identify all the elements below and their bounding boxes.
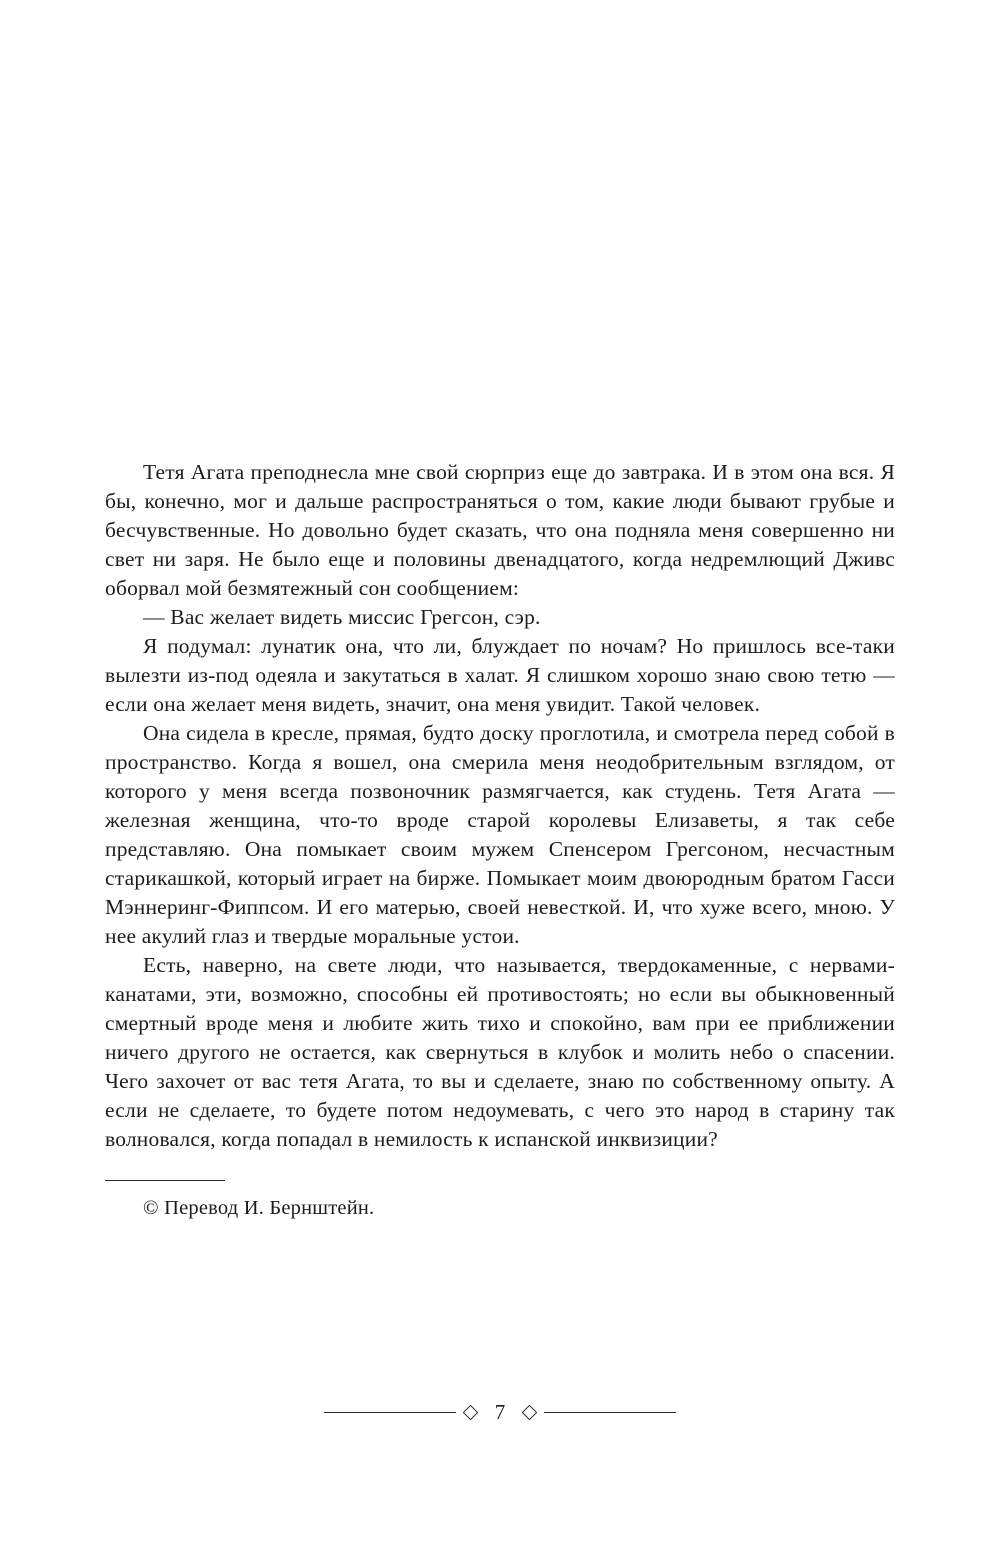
paragraph: Тетя Агата преподнесла мне свой сюрприз еще до завтрака. И в этом она вся. Я бы, конечно, мог и дальше распространяться о том, какие люди бывают грубые и бесчувственные. Но довольно будет сказать, что она подняла меня совершенно ни свет ни заря. Не было еще и половины двенадцатого, когда недремлющий Дживс оборвал мой безмятежный сон сообщением: (105, 460, 895, 600)
paragraph: Она сидела в кресле, прямая, будто доску проглотила, и смотрела перед собой в пространство. Когда я вошел, она смерила меня неодобрительным взглядом, от которого у меня всегда позвоночник размягчается, как студень. Тетя Агата — железная женщина, что-то вроде старой королевы Елизаветы, я так себе представляю. Она помыкает своим мужем Спенсером Грегсоном, несчастным старикашкой, который играет на бирже. Помыкает моим двоюродным братом Гасси Мэннеринг-Фиппсом. И его матерью, своей невесткой. И, что хуже всего, мною. У нее акулий глаз и твердые моральные устои. (105, 721, 895, 948)
footer-rule-right (544, 1412, 676, 1413)
diamond-icon (462, 1405, 478, 1421)
paragraph: Есть, наверно, на свете люди, что называется, твердокаменные, с нервами-канатами, эти, возможно, способны ей противостоять; но если вы обыкновенный смертный вроде меня и любите жить тихо и спокойно, вам при ее приближении ничего другого не остается, как свернуться в клубок и молить небо о спасении. Чего захочет от вас тетя Агата, то вы и сделаете, знаю по собственному опыту. А если не сделаете, то будете потом недоумевать, с чего это народ в старину так волновался, когда попадал в немилость к испанской инквизиции? (105, 953, 895, 1151)
text-block (105, 458, 895, 1222)
page-number: 7 (494, 1400, 506, 1424)
page-footer (0, 1402, 1000, 1423)
footnote-text: © Перевод И. Бернштейн. (143, 1197, 375, 1219)
footnote (105, 1180, 895, 1222)
dialogue-paragraph: — Вас желает видеть миссис Грегсон, сэр. (143, 605, 541, 629)
footer-rule-left (324, 1412, 456, 1413)
paragraph: Я подумал: лунатик она, что ли, блуждает по ночам? Но пришлось все-таки вылезти из-под одеяла и закутаться в халат. Я слишком хорошо знаю свою тетю — если она желает меня видеть, значит, она меня увидит. Такой человек. (105, 634, 895, 716)
diamond-icon (522, 1405, 538, 1421)
footnote-divider (105, 1180, 225, 1181)
